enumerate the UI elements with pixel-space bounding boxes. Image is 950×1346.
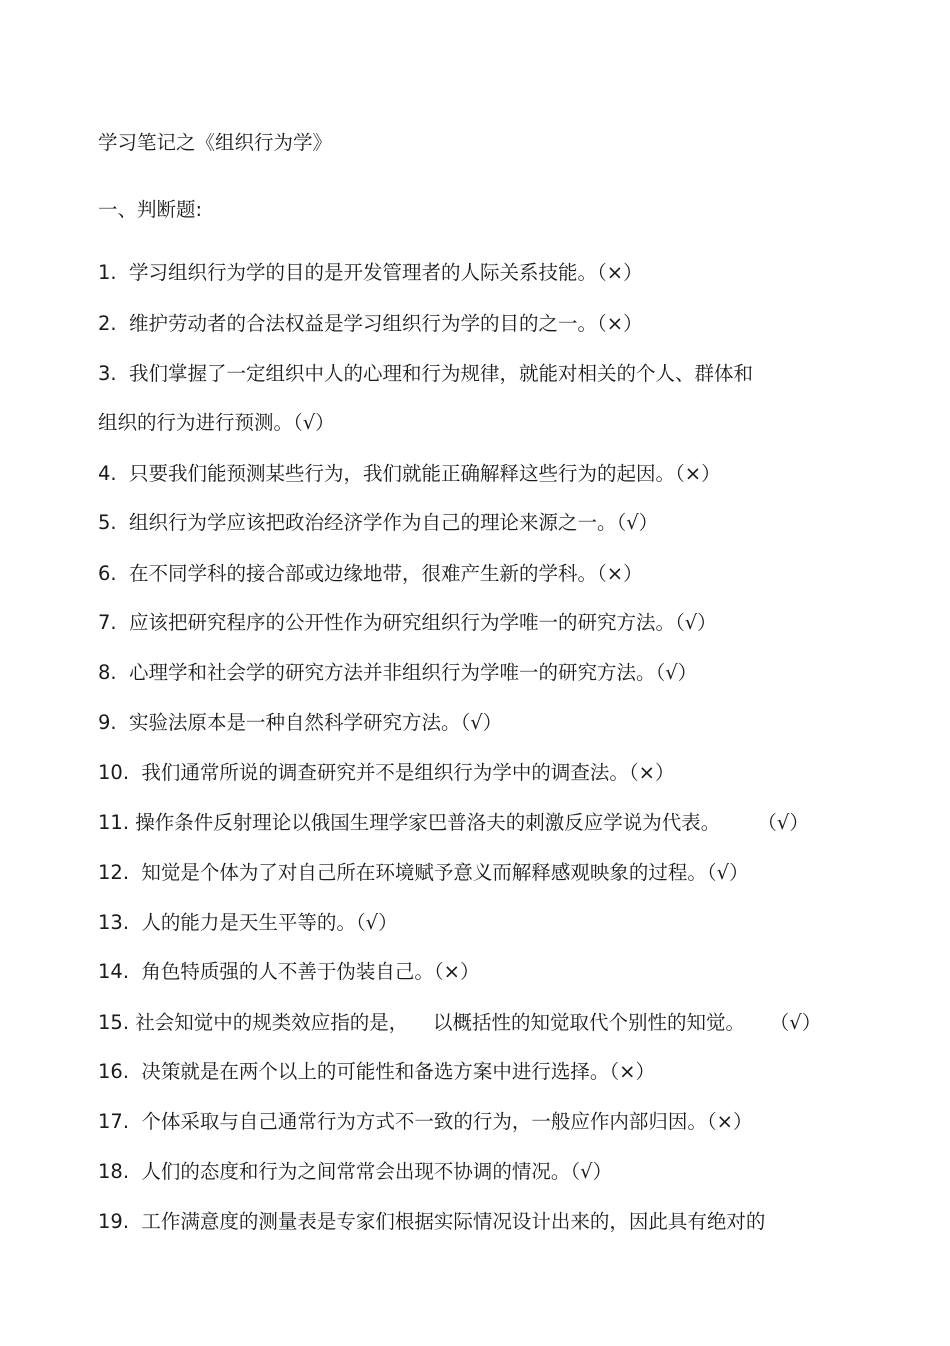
- question-line: 14. 角色特质强的人不善于伪装自己。（×）: [98, 960, 480, 983]
- question-line: 7. 应该把研究程序的公开性作为研究组织行为学唯一的研究方法。（√）: [98, 611, 717, 634]
- question-line: 19. 工作满意度的测量表是专家们根据实际情况设计出来的，因此具有绝对的: [98, 1210, 766, 1233]
- document-title: 学习笔记之《组织行为学》: [98, 131, 333, 154]
- question-line: 10. 我们通常所说的调查研究并不是组织行为学中的调查法。（×）: [98, 761, 675, 784]
- question-line: 8. 心理学和社会学的研究方法并非组织行为学唯一的研究方法。（√）: [98, 661, 698, 684]
- question-line: 3. 我们掌握了一定组织中人的心理和行为规律，就能对相关的个人、群体和: [98, 362, 754, 385]
- question-line: 13. 人的能力是天生平等的。（√）: [98, 911, 398, 934]
- question-line: 18. 人们的态度和行为之间常常会出现不协调的情况。（√）: [98, 1160, 613, 1183]
- question-line-continued: 组织的行为进行预测。（√）: [98, 411, 335, 434]
- question-line: 16. 决策就是在两个以上的可能性和备选方案中进行选择。（×）: [98, 1060, 655, 1083]
- question-line: 2. 维护劳动者的合法权益是学习组织行为学的目的之一。（×）: [98, 312, 643, 335]
- question-line: 5. 组织行为学应该把政治经济学作为自己的理论来源之一。（√）: [98, 511, 659, 534]
- question-line: 15. 社会知觉中的规类效应指的是， 以概括性的知觉取代个别性的知觉。 （√）: [98, 1011, 822, 1034]
- question-line: 11. 操作条件反射理论以俄国生理学家巴普洛夫的刺激反应学说为代表。 （√）: [98, 811, 809, 834]
- question-line: 17. 个体采取与自己通常行为方式不一致的行为，一般应作内部归因。（×）: [98, 1110, 753, 1133]
- question-line: 1. 学习组织行为学的目的是开发管理者的人际关系技能。（×）: [98, 261, 643, 284]
- question-line: 9. 实验法原本是一种自然科学研究方法。（√）: [98, 711, 503, 734]
- section-heading: 一、判断题:: [98, 198, 203, 221]
- question-line: 4. 只要我们能预测某些行为，我们就能正确解释这些行为的起因。（×）: [98, 462, 721, 485]
- question-line: 12. 知觉是个体为了对自己所在环境赋予意义而解释感观映象的过程。（√）: [98, 861, 749, 884]
- question-line: 6. 在不同学科的接合部或边缘地带，很难产生新的学科。（×）: [98, 562, 643, 585]
